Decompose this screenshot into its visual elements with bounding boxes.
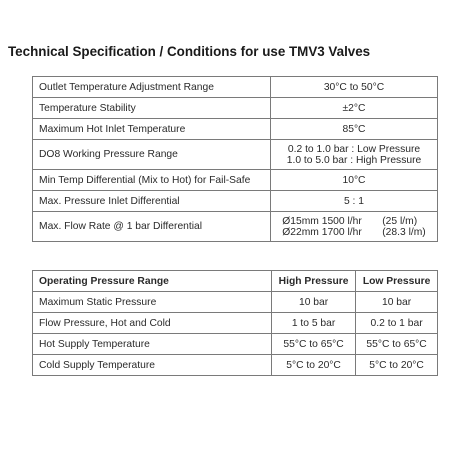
- high-pressure-value: 55°C to 65°C: [272, 334, 356, 355]
- table-row: [33, 140, 438, 170]
- operating-pressure-table: [32, 270, 438, 376]
- low-pressure-value: 55°C to 65°C: [356, 334, 438, 355]
- row-label: Hot Supply Temperature: [33, 334, 272, 355]
- spec-label: Max. Pressure Inlet Differential: [33, 191, 271, 212]
- spec-value-line: 0.2 to 1.0 bar : Low Pressure: [287, 143, 421, 155]
- spec-value: [271, 140, 438, 170]
- table-row: [33, 170, 438, 191]
- table-row: [33, 119, 438, 140]
- spec-value: ±2°C: [271, 98, 438, 119]
- high-pressure-value: 5°C to 20°C: [272, 355, 356, 376]
- spec-label: Max. Flow Rate @ 1 bar Differential: [33, 212, 271, 242]
- spec-label: Temperature Stability: [33, 98, 271, 119]
- column-header: High Pressure: [272, 271, 356, 292]
- table-row: [33, 292, 438, 313]
- spec-label: DO8 Working Pressure Range: [33, 140, 271, 170]
- spec-value: 5 : 1: [271, 191, 438, 212]
- table-row: [33, 334, 438, 355]
- flow-rate-line: [282, 216, 426, 227]
- flow-rate-alt: (28.3 l/m): [382, 226, 426, 238]
- spec-label: Min Temp Differential (Mix to Hot) for Fail-Safe: [33, 170, 271, 191]
- low-pressure-value: 10 bar: [356, 292, 438, 313]
- high-pressure-value: 1 to 5 bar: [272, 313, 356, 334]
- table-row: [33, 77, 438, 98]
- high-pressure-value: 10 bar: [272, 292, 356, 313]
- spec-label: Outlet Temperature Adjustment Range: [33, 77, 271, 98]
- spec-value-line: 1.0 to 5.0 bar : High Pressure: [286, 154, 422, 166]
- row-label: Flow Pressure, Hot and Cold: [33, 313, 272, 334]
- flow-rate-alt: (25 l/m): [382, 215, 418, 227]
- flow-rate-line: [282, 227, 426, 238]
- low-pressure-value: 0.2 to 1 bar: [356, 313, 438, 334]
- column-header: Low Pressure: [356, 271, 438, 292]
- table-row: [33, 98, 438, 119]
- table-row: [33, 313, 438, 334]
- table-row: [33, 355, 438, 376]
- spec-label: Maximum Hot Inlet Temperature: [33, 119, 271, 140]
- spec-value: 10°C: [271, 170, 438, 191]
- column-header: Operating Pressure Range: [33, 271, 272, 292]
- spec-value: 30°C to 50°C: [271, 77, 438, 98]
- spec-value: 85°C: [271, 119, 438, 140]
- row-label: Maximum Static Pressure: [33, 292, 272, 313]
- flow-rate-block: [282, 216, 426, 238]
- flow-rate-main: Ø15mm 1500 l/hr: [282, 215, 362, 227]
- row-label: Cold Supply Temperature: [33, 355, 272, 376]
- spec-table: [32, 76, 438, 242]
- page-title: Technical Specification / Conditions for use TMV3 Valves: [8, 44, 371, 59]
- flow-rate-main: Ø22mm 1700 l/hr: [282, 226, 362, 238]
- table-row: [33, 212, 438, 242]
- table-row: [33, 191, 438, 212]
- table-header-row: [33, 271, 438, 292]
- spec-value: [271, 212, 438, 242]
- low-pressure-value: 5°C to 20°C: [356, 355, 438, 376]
